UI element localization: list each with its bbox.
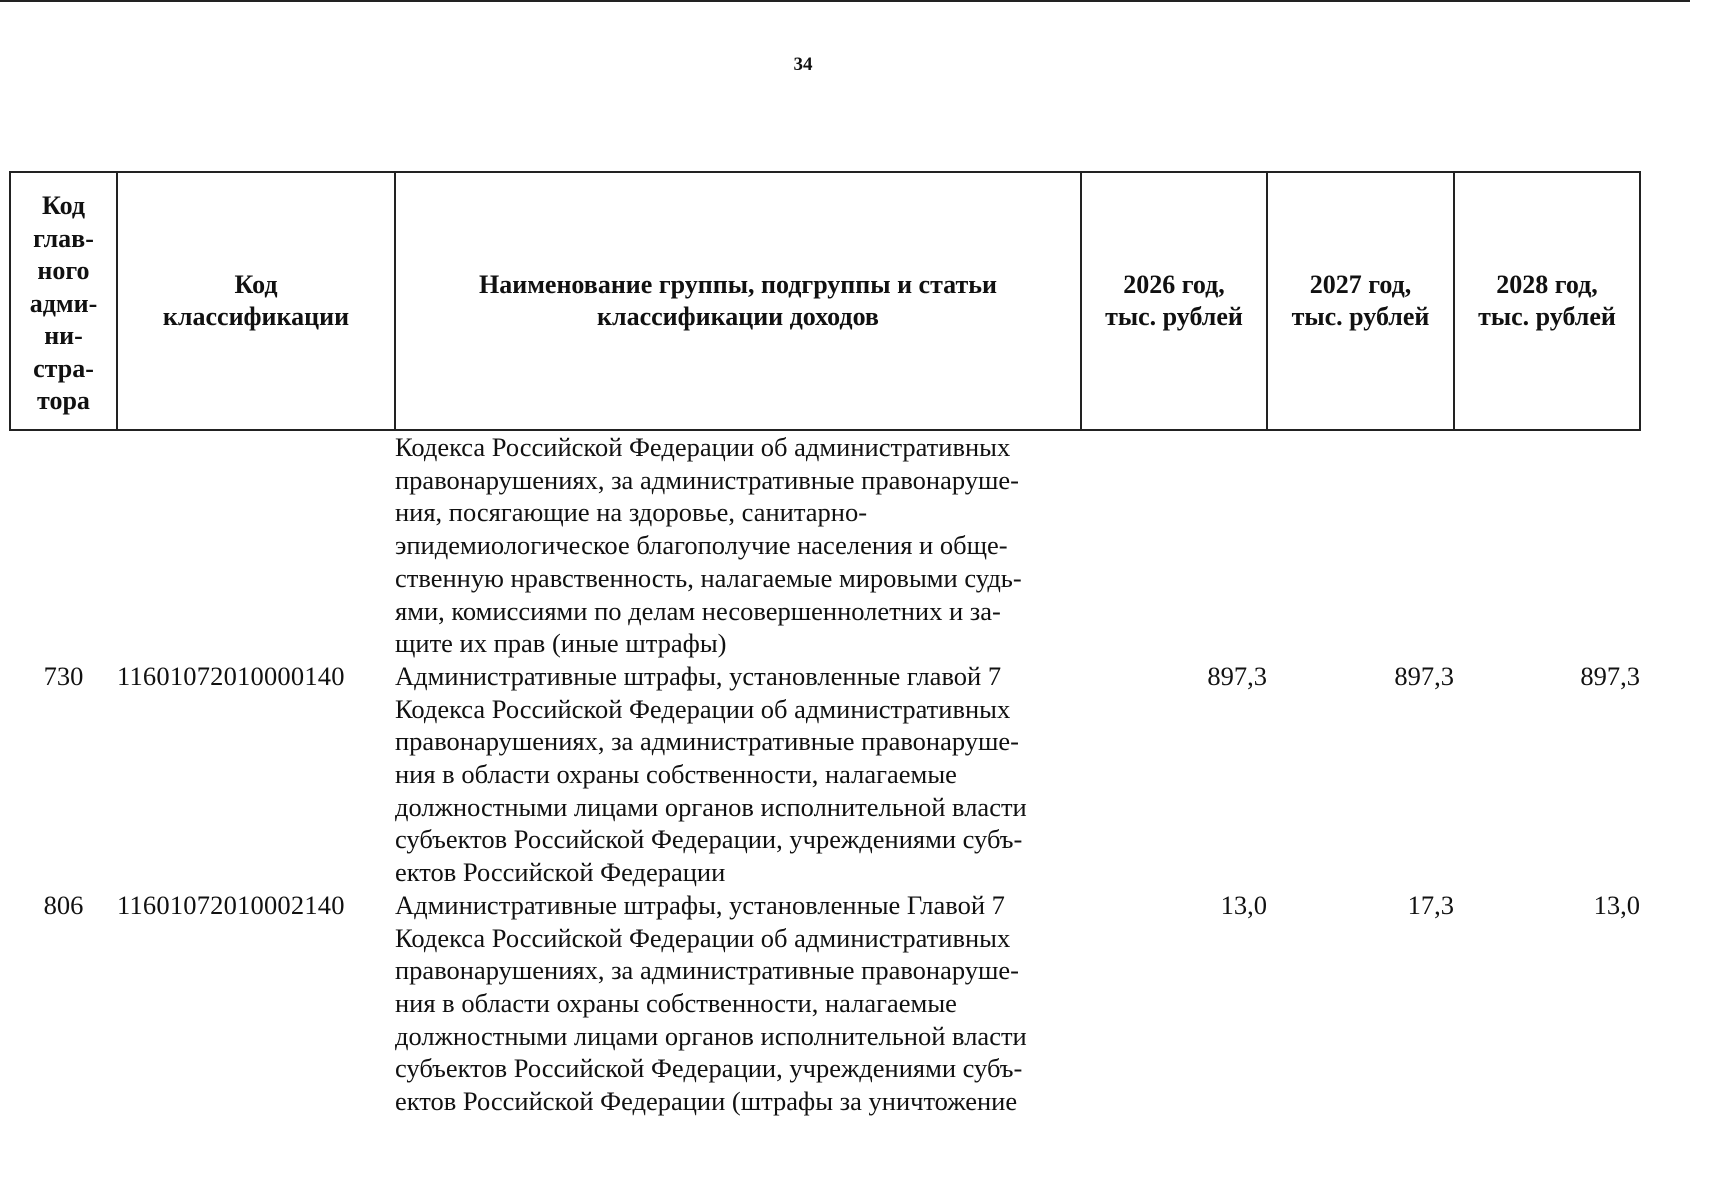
header-line: тыс. рублей (1291, 302, 1430, 331)
admin-code-cell: 730 (43, 660, 84, 691)
header-year-2028 (1454, 172, 1640, 430)
description-cell (395, 889, 1081, 1118)
header-line: Код (42, 191, 85, 221)
header-line: тора (37, 386, 90, 416)
description-line: эпидемиологическое благополучие населения и обще- (395, 530, 1008, 561)
description-line: Кодекса Российской Федерации об административных (395, 922, 1011, 953)
table-header-row (10, 172, 1640, 430)
admin-code-cell: 806 (43, 889, 84, 920)
description-line: щите их прав (иные штрафы) (395, 628, 727, 659)
table-row (10, 660, 1640, 889)
description-line: ями, комиссиями по делам несовершеннолетних и за- (395, 595, 1001, 626)
table-row (10, 430, 1640, 660)
header-line: ного (37, 256, 90, 286)
description-line: должностными лицами органов исполнительной власти (395, 1020, 1027, 1051)
table-row (10, 889, 1640, 1118)
header-admin-code (10, 172, 117, 430)
header-year-2026 (1081, 172, 1267, 430)
header-line: классификации доходов (597, 302, 879, 331)
header-line: стра- (33, 353, 94, 383)
classification-code-cell (117, 430, 395, 660)
header-line: адми- (29, 288, 98, 318)
top-rule (0, 0, 1690, 2)
header-classification-code (117, 172, 395, 430)
header-line: тыс. рублей (1105, 302, 1243, 331)
header-year-2027 (1267, 172, 1454, 430)
header-line: 2026 год, (1123, 270, 1225, 299)
description-line: ектов Российской Федерации (штрафы за уничтожение (395, 1086, 1018, 1117)
description-line: Административные штрафы, установленные главой 7 (395, 660, 1002, 691)
description-line: Административные штрафы, установленные Главой 7 (395, 889, 1005, 920)
page-number: 34 (793, 54, 813, 75)
header-line: 2028 год, (1496, 270, 1598, 299)
description-line: Кодекса Российской Федерации об административных (395, 693, 1011, 724)
value-2026-cell (1081, 430, 1267, 660)
header-line: 2027 год, (1309, 270, 1412, 299)
classification-code-cell: 11601072010000140 (117, 660, 345, 691)
value-2028-cell: 897,3 (1580, 660, 1640, 691)
description-line: правонарушениях, за административные правонаруше- (395, 726, 1020, 757)
value-2026-cell: 13,0 (1220, 889, 1267, 920)
description-line: ектов Российской Федерации (395, 857, 726, 888)
header-name (395, 172, 1081, 430)
value-2027-cell: 897,3 (1394, 660, 1454, 691)
description-line: ственную нравственность, налагаемые мировыми судь- (395, 562, 1022, 593)
header-line: глав- (33, 223, 94, 253)
value-2027-cell (1267, 430, 1454, 660)
header-line: тыс. рублей (1478, 302, 1616, 331)
description-line: Кодекса Российской Федерации об административных (395, 432, 1011, 462)
description-cell (395, 660, 1081, 889)
value-2027-cell: 17,3 (1407, 889, 1454, 920)
header-line: классификации (162, 302, 350, 331)
description-line: ния в области охраны собственности, налагаемые (395, 759, 957, 790)
header-line: Наименование группы, подгруппы и статьи (478, 270, 998, 299)
description-line: правонарушениях, за административные правонаруше- (395, 955, 1020, 986)
header-line: Код (234, 270, 278, 299)
classification-code-cell: 11601072010002140 (117, 889, 345, 920)
description-cell (395, 430, 1081, 660)
value-2028-cell: 13,0 (1593, 889, 1640, 920)
description-line: ния, посягающие на здоровье, санитарно- (395, 497, 868, 528)
description-line: субъектов Российской Федерации, учреждениями субъ- (395, 824, 1023, 855)
revenue-table (9, 171, 1641, 1118)
description-line: ния в области охраны собственности, налагаемые (395, 987, 957, 1018)
value-2026-cell: 897,3 (1207, 660, 1267, 691)
admin-code-cell (10, 430, 117, 660)
header-line: ни- (44, 321, 83, 351)
description-line: правонарушениях, за административные правонаруше- (395, 464, 1020, 495)
description-line: должностными лицами органов исполнительной власти (395, 791, 1027, 822)
description-line: субъектов Российской Федерации, учреждениями субъ- (395, 1053, 1023, 1084)
value-2028-cell (1454, 430, 1640, 660)
